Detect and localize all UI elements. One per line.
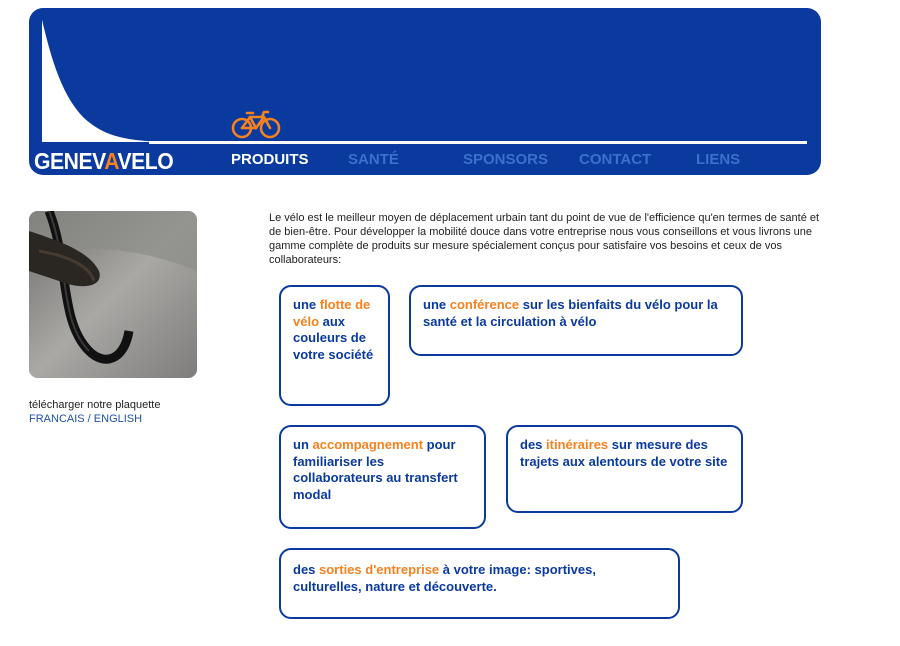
offer-itineraires-highlight: itinéraires [546,437,609,452]
offer-accompagnement-highlight: accompagnement [312,437,424,452]
logo-accent: A [104,148,118,174]
brochure-link-english[interactable]: ENGLISH [93,413,143,425]
cyclist-photo [29,211,197,378]
logo-part2: VELO [117,148,174,174]
offer-itineraires-pre: des [520,437,547,452]
genevavelo-logo[interactable] [34,148,173,175]
offer-conference-highlight: conférence [449,297,520,312]
bicycle-icon [231,109,281,139]
nav-produits[interactable]: PRODUITS [231,151,309,168]
nav-sponsors[interactable]: SPONSORS [463,151,549,168]
offer-sorties-highlight: sorties d'entreprise [319,562,440,577]
offer-box-conference[interactable] [409,285,743,356]
offer-box-itineraires[interactable] [506,425,743,513]
offer-flotte-post: aux couleurs de votre société [293,313,374,362]
offer-box-flotte[interactable] [279,285,390,406]
logo-part1: GENEV [34,148,105,174]
nav-contact[interactable]: CONTACT [579,151,652,168]
brochure-link-french[interactable]: FRANCAIS [29,413,85,425]
offer-flotte-highlight: flotte de vélo [293,297,371,329]
offer-box-accompagnement[interactable] [279,425,486,529]
offer-conference-post: sur les bienfaits du vélo pour la santé et la circulation à vélo [423,297,718,329]
offer-accompagnement-post: pour familiariser les collaborateurs au transfert modal [293,437,458,502]
cyclist-photo-illustration [29,211,197,378]
offer-itineraires-post: sur mesure des trajets aux alentours de votre site [520,437,728,469]
nav-liens[interactable]: LIENS [696,151,741,168]
offer-conference-pre: une [423,297,450,312]
nav-sante[interactable]: SANTÉ [348,151,399,168]
offer-sorties-post: à votre image: sportives, culturelles, nature et découverte. [293,562,596,594]
nav-divider-line [149,141,807,144]
header-banner [29,8,821,175]
lang-separator: / [84,413,94,425]
intro-paragraph: Le vélo est le meilleur moyen de déplacement urbain tant du point de vue de l'efficience qu'en termes de santé et de bien-être. Pour développer la mobilité douce dans votre entreprise nous vous conseillons et vous livrons une gamme complète de produits sur mesure spécialement conçus pour satisfaire vos besoins et ceux de vos collaborateurs: [269,212,820,266]
download-brochure-label: télécharger notre plaquette [29,399,161,411]
offer-accompagnement-pre: un [293,437,313,452]
offer-box-sorties[interactable] [279,548,680,619]
brochure-language-links [29,413,142,425]
offer-flotte-pre: une [293,297,320,312]
offer-sorties-pre: des [293,562,320,577]
